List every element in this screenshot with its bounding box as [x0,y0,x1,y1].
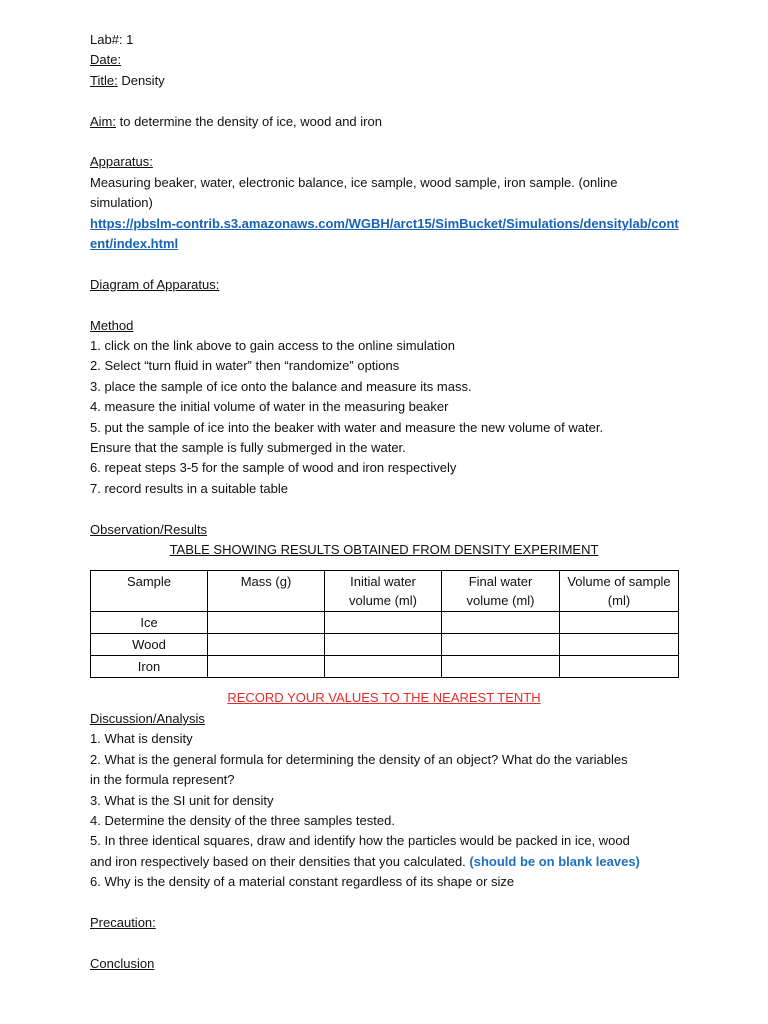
method-step: 3. place the sample of ice onto the balance and measure its mass. [90,378,472,394]
table-header-row [91,571,679,612]
discussion-question: 6. Why is the density of a material constant regardless of its shape or size [90,874,515,890]
method-step: 7. record results in a suitable table [90,480,288,496]
table-cell[interactable] [442,656,560,678]
method-step: 6. repeat steps 3-5 for the sample of wood and iron respectively [90,460,457,476]
column-header: Mass (g) [208,571,325,612]
table-cell[interactable] [442,612,560,634]
method-step: 2. Select “turn fluid in water” then “randomize” options [90,358,400,374]
table-cell[interactable] [325,634,442,656]
table-cell[interactable] [325,656,442,678]
discussion-question-cont [90,852,682,872]
apparatus-list-line1: Measuring beaker, water, electronic balance, ice sample, wood sample, iron sample. (online [90,174,618,190]
diagram-heading: Diagram of Apparatus: [90,276,220,292]
conclusion-heading: Conclusion [90,955,155,971]
apparatus-heading: Apparatus: [90,154,153,170]
table-cell[interactable] [560,634,679,656]
date-label: Date: [90,52,122,68]
column-header: Initial water volume (ml) [325,571,442,612]
method-step: 1. click on the link above to gain access to the online simulation [90,338,455,354]
title-value: Density [121,72,165,88]
table-row [91,656,679,678]
method-step: 5. put the sample of ice into the beaker with water and measure the new volume of water. [90,419,604,435]
blank-leaves-note: (should be on blank leaves) [469,853,640,869]
method-step: 4. measure the initial volume of water in the measuring beaker [90,399,449,415]
row-label: Iron [91,656,208,678]
table-cell[interactable] [560,612,679,634]
aim-label: Aim: [90,113,116,129]
table-cell[interactable] [560,656,679,678]
table-row [91,634,679,656]
table-cell[interactable] [208,634,325,656]
apparatus-list-line2: simulation) [90,195,153,211]
results-heading: Observation/Results [90,521,208,537]
table-cell[interactable] [208,656,325,678]
results-table [90,570,679,678]
table-cell[interactable] [325,612,442,634]
date-line [90,50,682,70]
table-row [91,612,679,634]
rounding-note: RECORD YOUR VALUES TO THE NEAREST TENTH [227,690,541,706]
discussion-heading: Discussion/Analysis [90,710,205,726]
method-heading: Method [90,317,134,333]
discussion-question: 5. In three identical squares, draw and identify how the particles would be packed in ice, wood [90,833,630,849]
aim-text: to determine the density of ice, wood and iron [119,113,382,129]
precaution-heading: Precaution: [90,914,156,930]
table-cell[interactable] [442,634,560,656]
title-line [90,71,682,91]
table-title: TABLE SHOWING RESULTS OBTAINED FROM DENSITY EXPERIMENT [169,542,599,558]
discussion-question: 1. What is density [90,731,193,747]
column-header: Volume of sample (ml) [560,571,679,612]
column-header: Final water volume (ml) [442,571,560,612]
aim-line [90,112,682,132]
lab-number: Lab#: 1 [90,32,134,47]
row-label: Wood [91,634,208,656]
row-label: Ice [91,612,208,634]
table-cell[interactable] [208,612,325,634]
simulation-link[interactable]: https://pbslm-contrib.s3.amazonaws.com/WGBH/arct15/SimBucket/Simulations/densitylab/content/index.html [90,215,679,252]
column-header: Sample [91,571,208,612]
discussion-question-cont: in the formula represent? [90,772,235,788]
discussion-q5-text: and iron respectively based on their densities that you calculated. [90,853,466,869]
discussion-question: 4. Determine the density of the three samples tested. [90,812,395,828]
discussion-question: 2. What is the general formula for determining the density of an object? What do the variables [90,751,628,767]
discussion-question: 3. What is the SI unit for density [90,792,274,808]
method-step: Ensure that the sample is fully submerged in the water. [90,440,406,456]
title-label: Title: [90,72,118,88]
